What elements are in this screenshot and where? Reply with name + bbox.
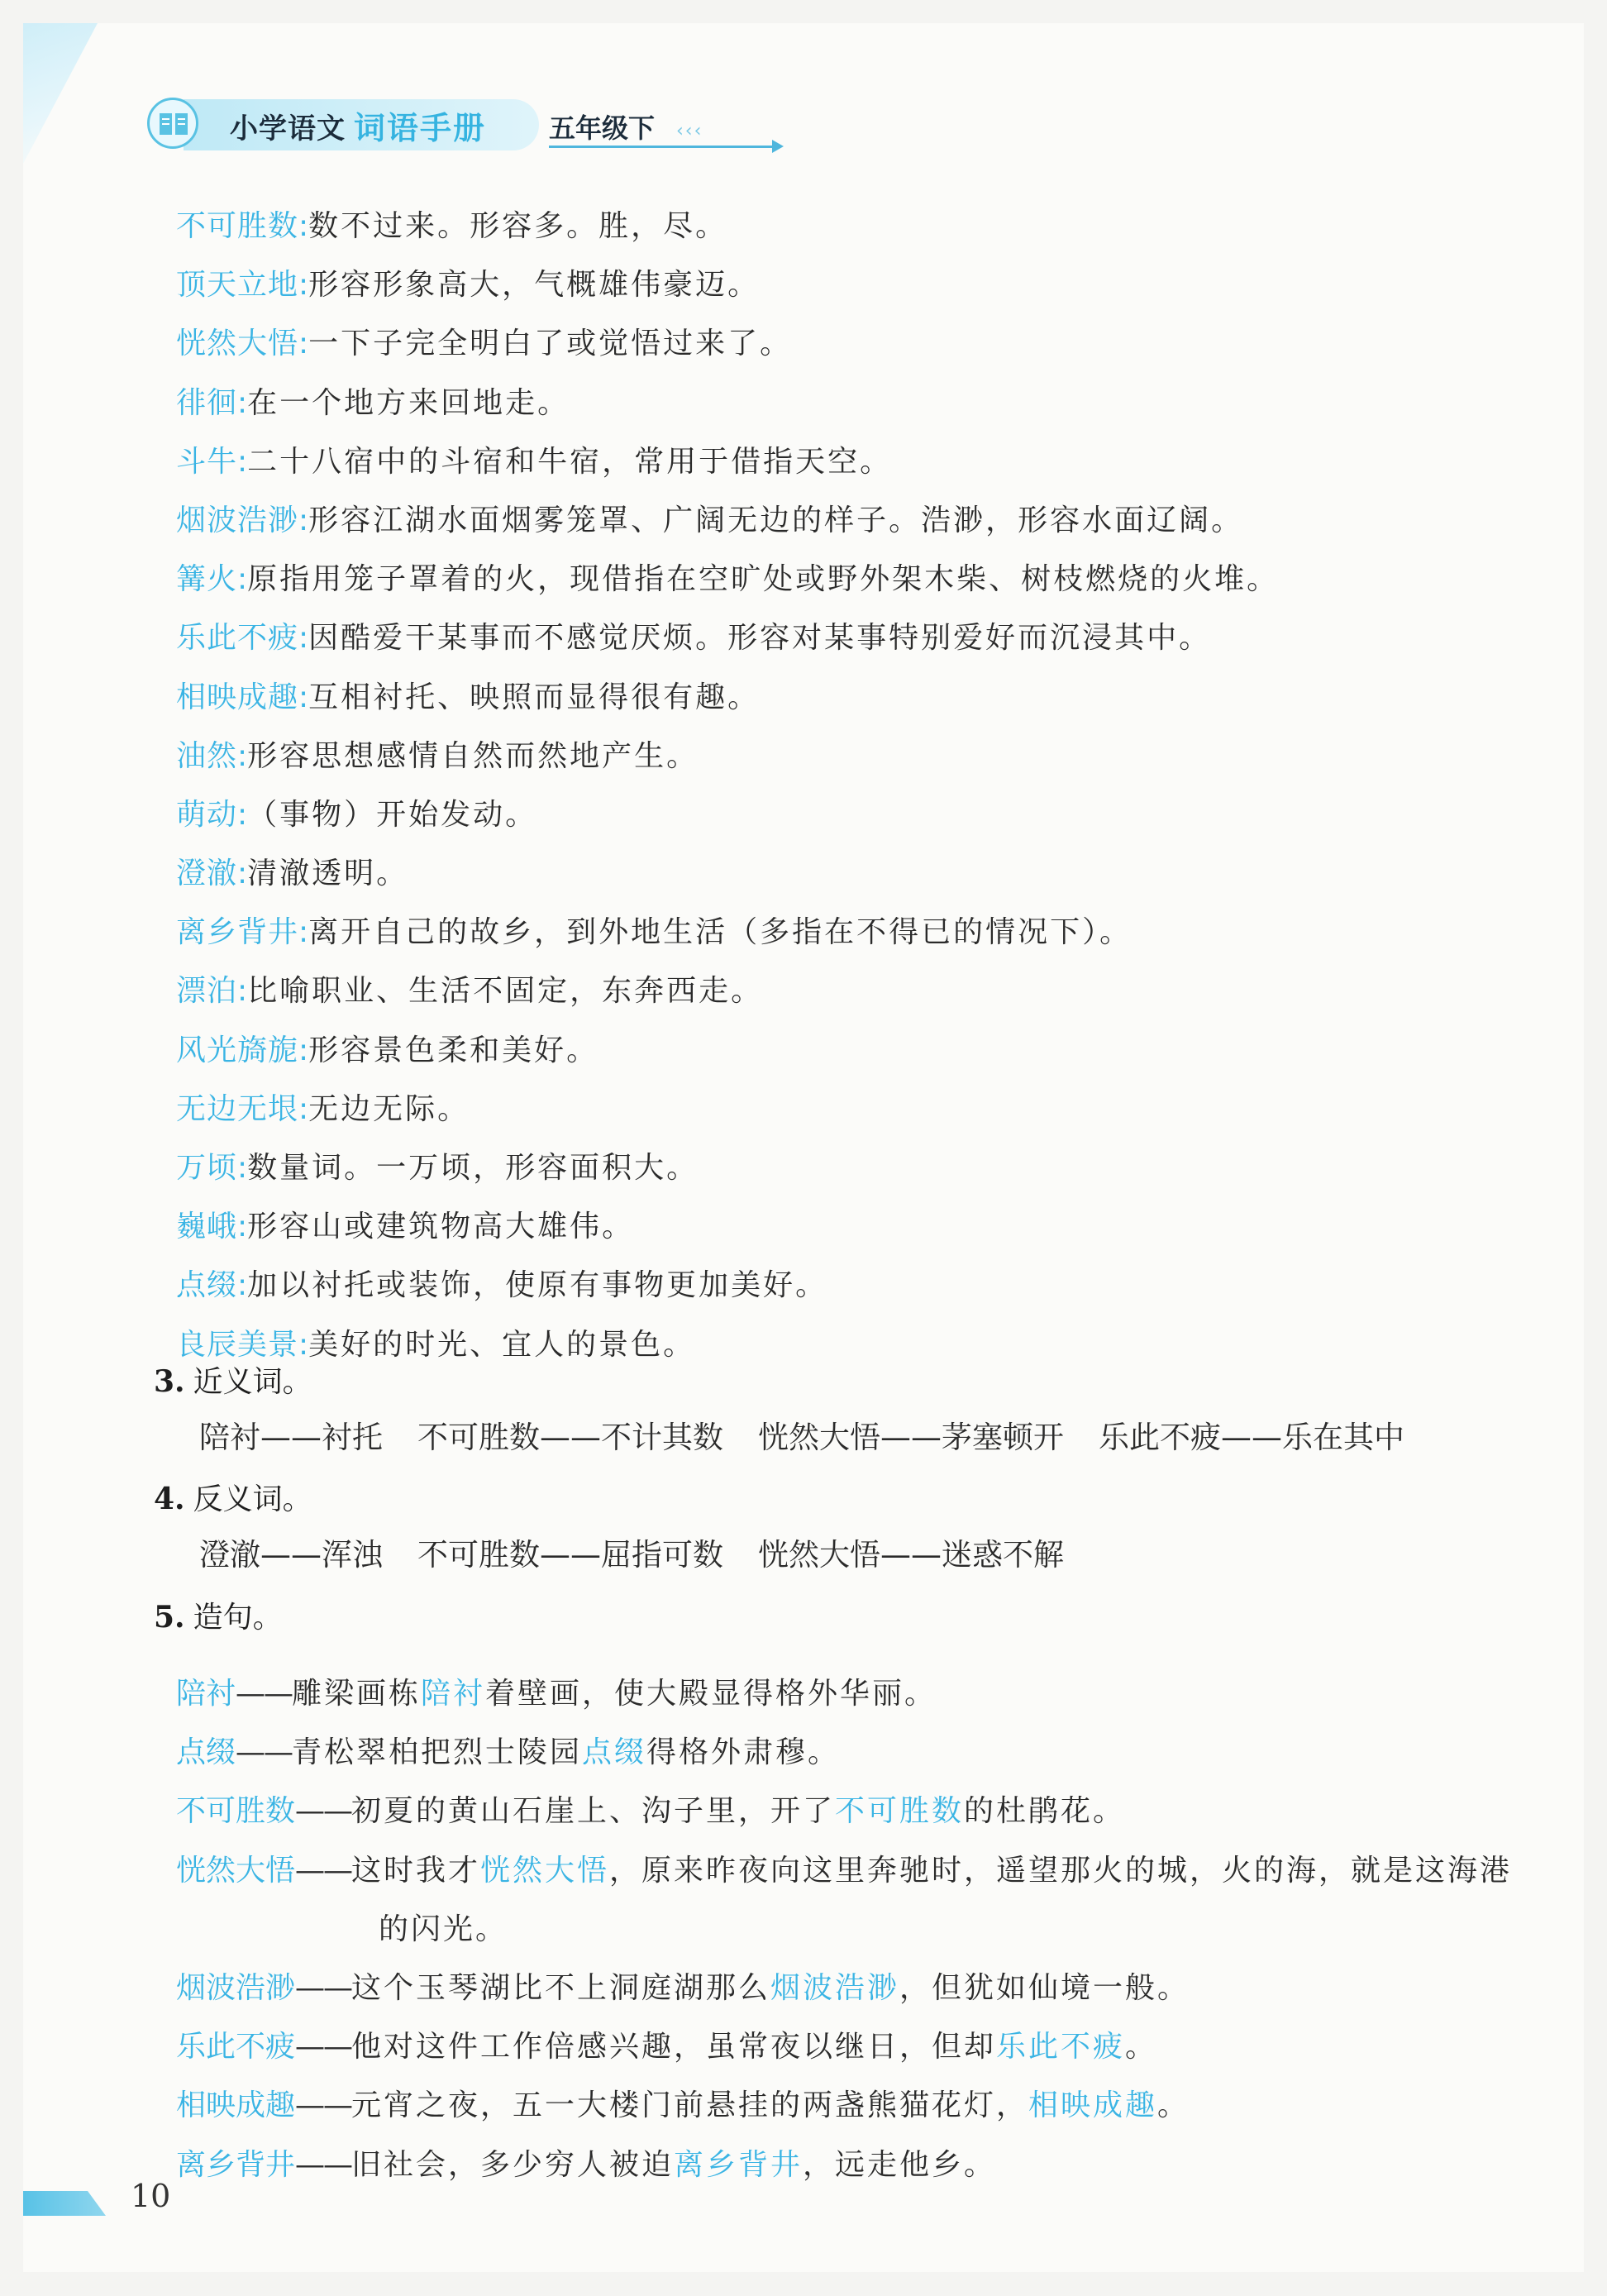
definition-term: 萌动 bbox=[176, 797, 238, 832]
definition-gloss: 数不过来。形容多。胜，尽。 bbox=[308, 209, 728, 243]
page-number: 10 bbox=[131, 2178, 171, 2214]
sentence-highlight: 恍然大悟 bbox=[480, 1853, 610, 1888]
definition-colon: : bbox=[237, 562, 248, 597]
sentence-after: 着壁画，使大殿显得格外华丽。 bbox=[485, 1677, 937, 1711]
definition-gloss: 形容山或建筑物高大雄伟。 bbox=[247, 1210, 635, 1244]
sentence-text bbox=[351, 2148, 996, 2182]
sentence-text bbox=[292, 1677, 937, 1711]
definition-colon: : bbox=[237, 1268, 248, 1303]
sentence-highlight: 烟波浩渺 bbox=[770, 1971, 900, 2006]
sentence-text bbox=[351, 1971, 1190, 2005]
page bbox=[23, 23, 1584, 2272]
antonym-pair: 恍然大悟——迷惑不解 bbox=[758, 1537, 1064, 1573]
sentence-before: 他对这件工作倍感兴趣，虽常夜以继日，但却 bbox=[351, 2030, 997, 2064]
sentence-highlight: 离乡背井 bbox=[674, 2147, 804, 2182]
definition-item bbox=[176, 255, 1565, 314]
sentence-dash: —— bbox=[295, 2030, 352, 2064]
sentence-after: 。 bbox=[1157, 2088, 1190, 2123]
sentence-item bbox=[176, 2076, 1565, 2135]
footer-tab bbox=[23, 2191, 106, 2216]
arrow-icon bbox=[549, 146, 780, 148]
sentence-text bbox=[351, 1854, 1512, 1888]
section-3-label: 近义词。 bbox=[193, 1365, 312, 1399]
definition-colon: : bbox=[298, 209, 309, 243]
sentence-dash: —— bbox=[295, 2088, 352, 2123]
sentence-term: 乐此不疲 bbox=[176, 2030, 296, 2064]
definition-colon: : bbox=[298, 621, 309, 656]
definition-item bbox=[176, 550, 1565, 609]
definition-colon: : bbox=[237, 1210, 248, 1244]
definition-colon: : bbox=[298, 680, 309, 714]
corner-decoration bbox=[23, 23, 98, 164]
definition-term: 澄澈 bbox=[176, 857, 238, 891]
sentence-item bbox=[176, 1959, 1565, 2017]
definition-gloss: 二十八宿中的斗宿和牛宿，常用于借指天空。 bbox=[247, 444, 893, 479]
definition-term: 相映成趣 bbox=[176, 680, 299, 714]
sentence-highlight: 陪衬 bbox=[421, 1677, 486, 1711]
definition-term: 徘徊 bbox=[176, 385, 238, 420]
sentence-term: 恍然大悟 bbox=[176, 1853, 296, 1888]
page-header bbox=[147, 88, 775, 162]
definition-item bbox=[176, 962, 1565, 1020]
sentence-after: 的杜鹃花。 bbox=[964, 1794, 1126, 1829]
definition-gloss: 加以衬托或装饰，使原有事物更加美好。 bbox=[247, 1268, 828, 1303]
synonym-pair: 陪衬——衬托 bbox=[199, 1420, 383, 1455]
definition-term: 烟波浩渺 bbox=[176, 503, 299, 537]
definition-gloss: （事物）开始发动。 bbox=[247, 797, 538, 832]
sentence-dash: —— bbox=[295, 1971, 352, 2006]
sentence-before: 元宵之夜，五一大楼门前悬挂的两盏熊猫花灯， bbox=[351, 2088, 1029, 2123]
sentence-before: 这个玉琴湖比不上洞庭湖那么 bbox=[351, 1971, 771, 2006]
definition-colon: : bbox=[298, 915, 309, 950]
definition-term: 巍峨 bbox=[176, 1210, 238, 1244]
definition-item bbox=[176, 197, 1565, 255]
definition-term: 篝火 bbox=[176, 562, 238, 597]
definition-gloss: 比喻职业、生活不固定，东奔西走。 bbox=[247, 974, 764, 1009]
antonym-pair: 不可胜数——屈指可数 bbox=[417, 1537, 723, 1573]
definition-term: 斗牛 bbox=[176, 444, 238, 479]
definition-item bbox=[176, 1138, 1565, 1197]
sentence-after: ，但犹如仙境一般。 bbox=[899, 1971, 1190, 2006]
definition-colon: : bbox=[237, 974, 248, 1009]
section-3-title bbox=[154, 1358, 312, 1401]
definition-colon: : bbox=[298, 1091, 309, 1126]
definition-item bbox=[176, 1256, 1565, 1315]
definition-colon: : bbox=[237, 857, 248, 891]
sentence-term: 相映成趣 bbox=[176, 2088, 296, 2123]
definition-item bbox=[176, 609, 1565, 667]
synonym-pair: 乐此不疲——乐在其中 bbox=[1099, 1420, 1404, 1455]
sentence-item bbox=[176, 1782, 1565, 1840]
definition-gloss: 形容形象高大，气概雄伟豪迈。 bbox=[308, 268, 761, 303]
sentence-highlight: 不可胜数 bbox=[835, 1794, 965, 1829]
sentence-text bbox=[351, 1794, 1125, 1828]
synonym-pair: 恍然大悟——茅塞顿开 bbox=[758, 1420, 1064, 1455]
definition-item bbox=[176, 1021, 1565, 1080]
section-5-label: 造句。 bbox=[193, 1601, 283, 1635]
definition-colon: : bbox=[298, 503, 309, 537]
sentence-dash: —— bbox=[236, 1735, 293, 1770]
definition-term: 恍然大悟 bbox=[176, 327, 299, 361]
sentence-item bbox=[176, 2017, 1565, 2076]
section-5-title bbox=[154, 1594, 283, 1636]
sentence-before: 旧社会，多少穷人被迫 bbox=[351, 2147, 675, 2182]
sentence-after: 。 bbox=[1125, 2030, 1158, 2064]
sentence-highlight: 相映成趣 bbox=[1028, 2088, 1158, 2123]
sentence-term: 点缀 bbox=[176, 1735, 236, 1770]
definition-colon: : bbox=[237, 385, 248, 420]
sentence-continuation bbox=[176, 1900, 1565, 1959]
sentence-before: 青松翠柏把烈士陵园 bbox=[292, 1735, 583, 1770]
definition-term: 风光旖旎 bbox=[176, 1033, 299, 1067]
definition-item bbox=[176, 785, 1565, 844]
definition-item bbox=[176, 668, 1565, 727]
definition-gloss: 无边无际。 bbox=[308, 1091, 470, 1126]
definition-colon: : bbox=[237, 1151, 248, 1185]
grade-label: 五年级下 bbox=[549, 112, 656, 144]
definition-item bbox=[176, 432, 1565, 491]
sentence-before: 初夏的黄山石崖上、沟子里，开了 bbox=[351, 1794, 836, 1829]
sentence-highlight: 点缀 bbox=[582, 1735, 647, 1770]
definition-colon: : bbox=[298, 327, 309, 361]
definition-item bbox=[176, 314, 1565, 373]
definition-gloss: 数量词。一万顷，形容面积大。 bbox=[247, 1151, 699, 1185]
section-4-label: 反义词。 bbox=[193, 1482, 312, 1516]
definition-term: 顶天立地 bbox=[176, 268, 299, 303]
definition-gloss: 美好的时光、宜人的景色。 bbox=[308, 1327, 696, 1362]
definition-term: 漂泊 bbox=[176, 974, 238, 1009]
definition-gloss: 清澈透明。 bbox=[247, 857, 409, 891]
definition-term: 乐此不疲 bbox=[176, 621, 299, 656]
section-4-number: 4. bbox=[154, 1482, 185, 1516]
definition-term: 万顷 bbox=[176, 1151, 238, 1185]
definition-colon: : bbox=[237, 797, 248, 832]
book-brand: 小学语文 bbox=[230, 112, 346, 146]
antonym-pair: 澄澈——浑浊 bbox=[199, 1537, 383, 1573]
definition-term: 不可胜数 bbox=[176, 209, 299, 243]
sentence-term: 烟波浩渺 bbox=[176, 1971, 296, 2006]
definition-gloss: 原指用笼子罩着的火，现借指在空旷处或野外架木柴、树枝燃烧的火堆。 bbox=[247, 562, 1280, 597]
definition-term: 良辰美景 bbox=[176, 1327, 299, 1362]
sentence-text bbox=[351, 2088, 1190, 2122]
sentence-item bbox=[176, 2136, 1565, 2194]
sentence-list bbox=[176, 1664, 1565, 2194]
sentence-dash: —— bbox=[295, 2147, 352, 2182]
definition-gloss: 在一个地方来回地走。 bbox=[247, 385, 570, 420]
definition-colon: : bbox=[237, 444, 248, 479]
sentence-term: 离乡背井 bbox=[176, 2147, 296, 2182]
sentence-term: 陪衬 bbox=[176, 1677, 236, 1711]
definition-item bbox=[176, 844, 1565, 903]
sentence-dash: —— bbox=[295, 1794, 352, 1829]
definition-gloss: 一下子完全明白了或觉悟过来了。 bbox=[308, 327, 793, 361]
sentence-highlight: 乐此不疲 bbox=[996, 2030, 1126, 2064]
synonym-pairs bbox=[199, 1412, 1439, 1457]
synonym-pair: 不可胜数——不计其数 bbox=[417, 1420, 723, 1455]
definition-gloss: 离开自己的故乡，到外地生活（多指在不得已的情况下）。 bbox=[308, 915, 1133, 950]
sentence-dash: —— bbox=[236, 1677, 293, 1711]
sentence-dash: —— bbox=[295, 1853, 352, 1888]
sentence-continuation-text: 的闪光。 bbox=[379, 1912, 508, 1946]
definition-item bbox=[176, 491, 1565, 550]
sentence-item bbox=[176, 1664, 1565, 1723]
book-subtitle: 词语手册 bbox=[354, 110, 487, 146]
definition-term: 离乡背井 bbox=[176, 915, 299, 950]
definition-gloss: 形容景色柔和美好。 bbox=[308, 1033, 599, 1067]
sentence-text bbox=[351, 2030, 1157, 2064]
definition-item bbox=[176, 1197, 1565, 1256]
section-3-number: 3. bbox=[154, 1364, 185, 1399]
antonym-pairs bbox=[199, 1530, 1099, 1574]
sentence-after: ，原来昨夜向这里奔驰时，遥望那火的城，火的海，就是这海港 bbox=[609, 1853, 1513, 1888]
sentence-before: 这时我才 bbox=[351, 1853, 481, 1888]
definition-colon: : bbox=[298, 268, 309, 303]
sentence-item bbox=[176, 1723, 1565, 1782]
definition-item bbox=[176, 903, 1565, 962]
definition-term: 无边无垠 bbox=[176, 1091, 299, 1126]
sentence-text bbox=[292, 1735, 840, 1769]
definition-item bbox=[176, 1080, 1565, 1138]
definition-colon: : bbox=[298, 1327, 309, 1362]
book-icon bbox=[147, 98, 198, 149]
definition-term: 点缀 bbox=[176, 1268, 238, 1303]
definition-gloss: 因酷爱干某事而不感觉厌烦。形容对某事特别爱好而沉浸其中。 bbox=[308, 621, 1212, 656]
definition-list bbox=[176, 197, 1565, 1374]
section-4-title bbox=[154, 1476, 312, 1518]
sentence-item bbox=[176, 1841, 1565, 1900]
sentence-after: 得格外肃穆。 bbox=[646, 1735, 841, 1770]
definition-gloss: 形容思想感情自然而然地产生。 bbox=[247, 738, 699, 773]
chevron-icons: ‹‹‹ bbox=[676, 121, 703, 141]
definition-gloss: 形容江湖水面烟雾笼罩、广阔无边的样子。浩渺，形容水面辽阔。 bbox=[308, 503, 1244, 537]
section-5-number: 5. bbox=[154, 1600, 185, 1635]
definition-colon: : bbox=[237, 738, 248, 773]
definition-term: 油然 bbox=[176, 738, 238, 773]
definition-item bbox=[176, 727, 1565, 785]
sentence-after: ，远走他乡。 bbox=[803, 2147, 997, 2182]
definition-item bbox=[176, 1315, 1565, 1374]
sentence-before: 雕梁画栋 bbox=[292, 1677, 422, 1711]
sentence-term: 不可胜数 bbox=[176, 1794, 296, 1829]
definition-item bbox=[176, 374, 1565, 432]
definition-gloss: 互相衬托、映照而显得很有趣。 bbox=[308, 680, 761, 714]
definition-colon: : bbox=[298, 1033, 309, 1067]
